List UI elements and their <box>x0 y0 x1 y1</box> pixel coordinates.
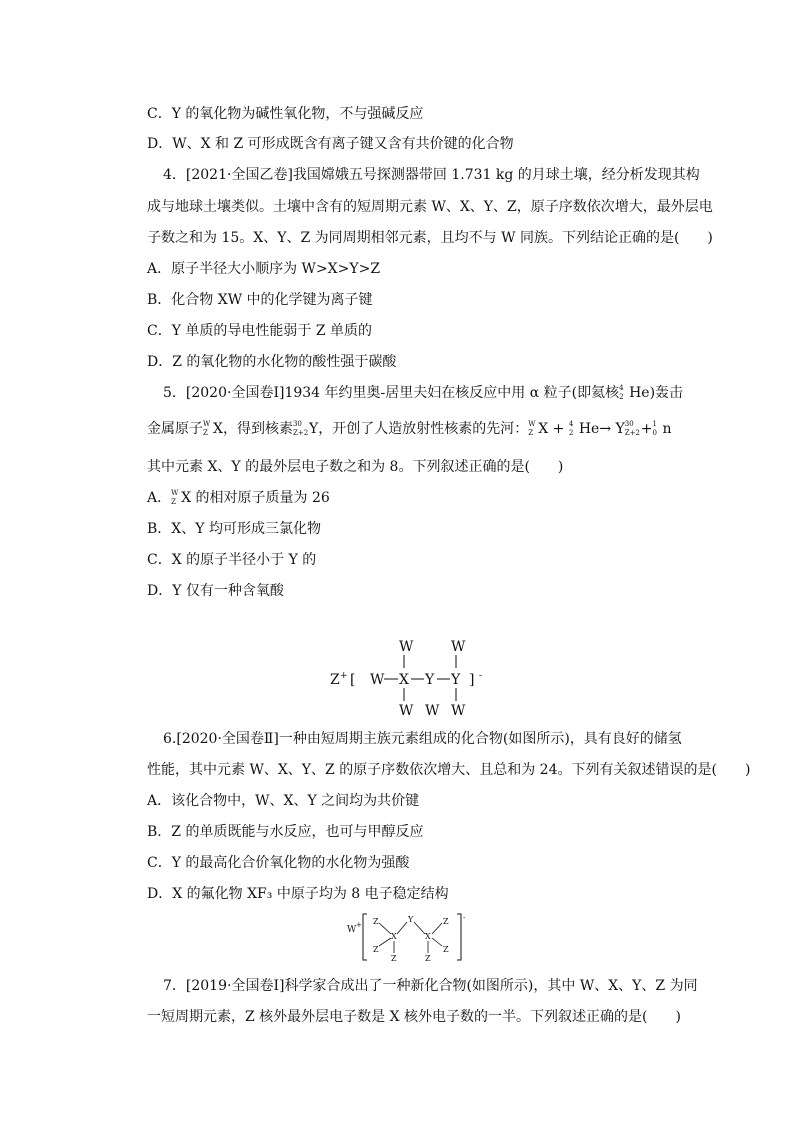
svg-text:X: X <box>425 932 431 941</box>
q6-option-b: B．Z 的单质既能与水反应，也可与甲醇反应 <box>147 824 424 840</box>
eq-x-nuclide: W Z <box>528 420 536 437</box>
svg-text:Z: Z <box>425 954 431 963</box>
q6-structure-diagram <box>320 634 500 720</box>
eq-y-nuclide: 30 Z+2 <box>624 420 640 437</box>
q6-option-c: C．Y 的最高化合价氧化物的水化物为强酸 <box>147 855 410 871</box>
svg-text:+: + <box>340 671 348 681</box>
q4-option-a: A．原子半径大小顺序为 W>X>Y>Z <box>147 261 381 277</box>
q4-option-d: D．Z 的氧化物的水化物的酸性强于碳酸 <box>147 354 397 370</box>
q3-option-d: D．W、X 和 Z 可形成既含有离子键又含有共价键的化合物 <box>147 136 514 152</box>
eq-he: He→ <box>578 421 612 437</box>
q5-option-d: D．Y 仅有一种含氧酸 <box>147 583 284 599</box>
q5-line2-a: 金属原子 <box>147 421 203 437</box>
q5-a-prefix: A． <box>147 490 172 506</box>
svg-text:Z: Z <box>373 945 379 954</box>
eq-n: n <box>662 421 672 437</box>
q5-option-b: B．X、Y 均可形成三氯化物 <box>147 521 321 537</box>
svg-text:]: ] <box>469 672 475 688</box>
q5-a-text: X 的相对原子质量为 26 <box>181 490 330 506</box>
q5-line2-b: X，得到核素 <box>213 421 293 437</box>
q4-stem-line3: 子数之和为 15。X、Y、Z 为同周期相邻元素，且均不与 W 同族。下列结论正确的是( ) <box>147 230 713 246</box>
q7-stem-line1: 7．[2019·全国卷Ⅰ]科学家合成出了一种新化合物(如图所示)，其中 W、X、Y、Z 为同 <box>163 978 698 994</box>
q5-stem-line1 <box>163 384 683 402</box>
svg-text:-: - <box>479 671 483 681</box>
svg-text:W: W <box>370 672 385 688</box>
eq-x: X + <box>538 421 565 437</box>
svg-text:W: W <box>347 925 357 935</box>
struct1-cation: Z <box>330 672 340 688</box>
svg-text:Z: Z <box>443 917 449 926</box>
svg-text:W: W <box>399 703 414 719</box>
svg-text:X: X <box>399 672 409 688</box>
svg-text:Z: Z <box>391 954 397 963</box>
helium-nuclide: 4 2 <box>619 384 624 401</box>
q4-stem-line1: 4．[2021·全国乙卷]我国嫦娥五号探测器带回 1.731 kg 的月球土壤，经分析发现其构 <box>163 167 700 183</box>
svg-text:Z: Z <box>373 917 379 926</box>
svg-text:[: [ <box>350 672 356 688</box>
svg-text:W: W <box>425 703 440 719</box>
svg-text:-: - <box>463 914 466 922</box>
svg-text:W: W <box>399 639 414 655</box>
q6-stem-line2: 性能，其中元素 W、X、Y、Z 的原子序数依次增大、且总和为 24。下列有关叙述错误的是( ) <box>147 762 751 778</box>
svg-text:+: + <box>356 921 362 929</box>
svg-text:W: W <box>451 703 466 719</box>
q4-option-c: C．Y 单质的导电性能弱于 Z 单质的 <box>147 323 373 339</box>
q6-option-d: D．X 的氟化物 XF₃ 中原子均为 8 电子稳定结构 <box>147 886 449 902</box>
q4-option-b: B．化合物 XW 中的化学键为离子键 <box>147 292 373 308</box>
eq-he-nuclide: 4 2 <box>568 420 574 437</box>
q3-option-c: C．Y 的氧化物为碱性氧化物，不与强碱反应 <box>147 106 424 122</box>
q5-stem-line3: 其中元素 X、Y 的最外层电子数之和为 8。下列叙述正确的是( ) <box>147 459 564 475</box>
svg-text:W: W <box>451 639 466 655</box>
q5-stem-line2: 金属原子 W Z X，得到核素 30 Z+2 Y，开创了人造放射性核素的先河： W Z X + 4 2 He→ Y 30 Z+2 + 1 0 n <box>147 420 672 437</box>
q7-structure-diagram <box>345 908 475 964</box>
q5-line2-c: Y，开创了人造放射性核素的先河： <box>308 421 529 437</box>
svg-text:Y: Y <box>451 672 461 688</box>
eq-y: Y <box>615 421 625 437</box>
q5-option-a <box>147 489 330 507</box>
q5-option-c: C．X 的原子半径小于 Y 的 <box>147 552 317 568</box>
q7-stem-line2: 一短周期元素，Z 核外最外层电子数是 X 核外电子数的一半。下列叙述正确的是( ) <box>147 1009 681 1025</box>
eq-n-nuclide: 1 0 <box>652 420 657 437</box>
svg-text:Y: Y <box>425 672 435 688</box>
q4-stem-line2: 成与地球土壤类似。土壤中含有的短周期元素 W、X、Y、Z，原子序数依次增大，最外层电 <box>147 199 713 215</box>
y-nuclide: 30 Z+2 <box>292 420 309 437</box>
q5-line1-end: He)轰击 <box>629 385 684 401</box>
svg-text:Y: Y <box>408 915 414 924</box>
svg-text:X: X <box>391 932 397 941</box>
svg-text:Z: Z <box>443 945 449 954</box>
q6-stem-line1: 6.[2020·全国卷Ⅱ]一种由短周期主族元素组成的化合物(如图所示)，具有良好的储氢 <box>163 731 682 747</box>
q6-option-a: A．该化合物中，W、X、Y 之间均为共价键 <box>147 793 420 809</box>
q5-line1-text: 5．[2020·全国卷Ⅰ]1934 年约里奥-居里夫妇在核反应中用 α 粒子(即氦核 <box>163 385 620 401</box>
q5-a-nuclide: W Z <box>171 489 179 506</box>
x-nuclide: W Z <box>203 420 211 437</box>
